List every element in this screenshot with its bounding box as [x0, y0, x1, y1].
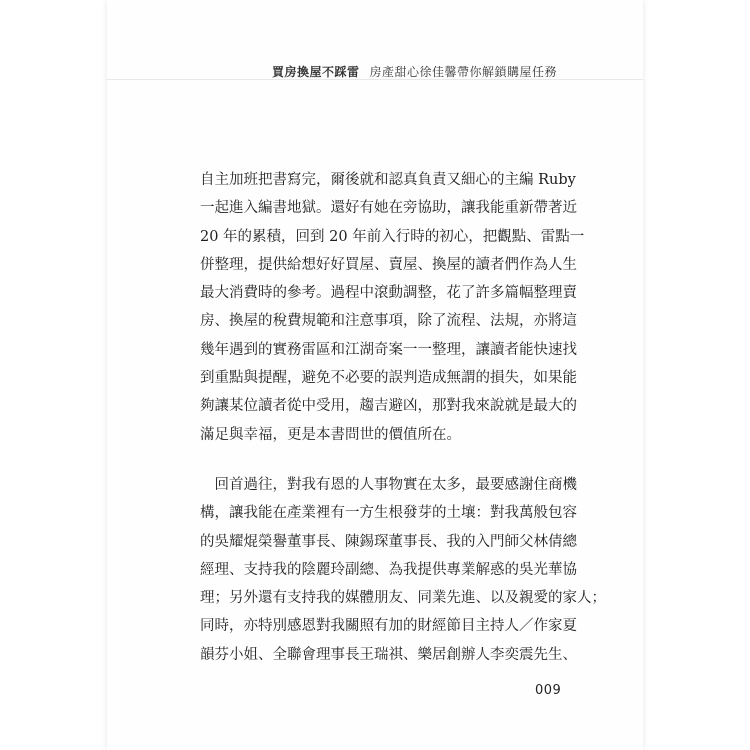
text-line: 同時，亦特別感恩對我關照有加的財經節目主持人／作家夏 [200, 618, 577, 635]
text-line: 幾年遇到的實務雷區和江湖奇案一一整理，讓讀者能快速找 [200, 341, 577, 358]
text-line: 韻芬小姐、全聯會理事長王瑞祺、樂居創辦人李奕震先生、 [200, 646, 577, 663]
text-line: 理；另外還有支持我的媒體朋友、同業先進、以及親愛的家人； [200, 590, 606, 607]
text-line: 房、換屋的稅費規範和注意事項，除了流程、法規，亦將這 [200, 313, 577, 330]
text-line: 20 年的累積，回到 20 年前入行時的初心，把觀點、雷點一 [200, 228, 585, 245]
paragraph-1 [200, 166, 585, 449]
header-title [272, 63, 557, 80]
text-line: 回首過往，對我有恩的人事物實在太多，最要感謝住商機 [200, 476, 577, 493]
page-number: 009 [535, 683, 562, 698]
text-line: 滿足與幸福，更是本書問世的價值所在。 [200, 426, 461, 443]
text-line: 經理、支持我的陰麗玲副總、為我提供專業解惑的吳光華協 [200, 561, 577, 578]
header-divider [107, 79, 643, 80]
book-subtitle: 房產甜心徐佳馨帶你解鎖購屋任務 [369, 65, 557, 79]
text-line: 構，讓我能在產業裡有一方生根發芽的土壤：對我萬般包容 [200, 505, 577, 522]
text-line: 自主加班把書寫完，爾後就和認真負責又細心的主編 Ruby [200, 172, 576, 188]
book-title: 買房換屋不踩雷 [271, 65, 360, 79]
text-line: 到重點與提醒，避免不必要的誤判造成無謂的損失，如果能 [200, 370, 577, 387]
text-line: 的吳耀焜榮譽董事長、陳錫琛董事長、我的入門師父林倩總 [200, 533, 577, 550]
body-text [200, 166, 606, 669]
text-line: 併整理，提供給想好好買屋、賣屋、換屋的讀者們作為人生 [200, 256, 577, 273]
text-line: 最大消費時的參考。過程中滾動調整，花了許多篇幅整理賣 [200, 285, 577, 302]
paragraph-2 [200, 471, 606, 669]
running-header [107, 0, 643, 80]
text-line: 夠讓某位讀者從中受用，趨吉避凶，那對我來說就是最大的 [200, 398, 577, 415]
text-line: 一起進入編書地獄。還好有她在旁協助，讓我能重新帶著近 [200, 200, 577, 217]
paragraph-gap [200, 449, 555, 471]
